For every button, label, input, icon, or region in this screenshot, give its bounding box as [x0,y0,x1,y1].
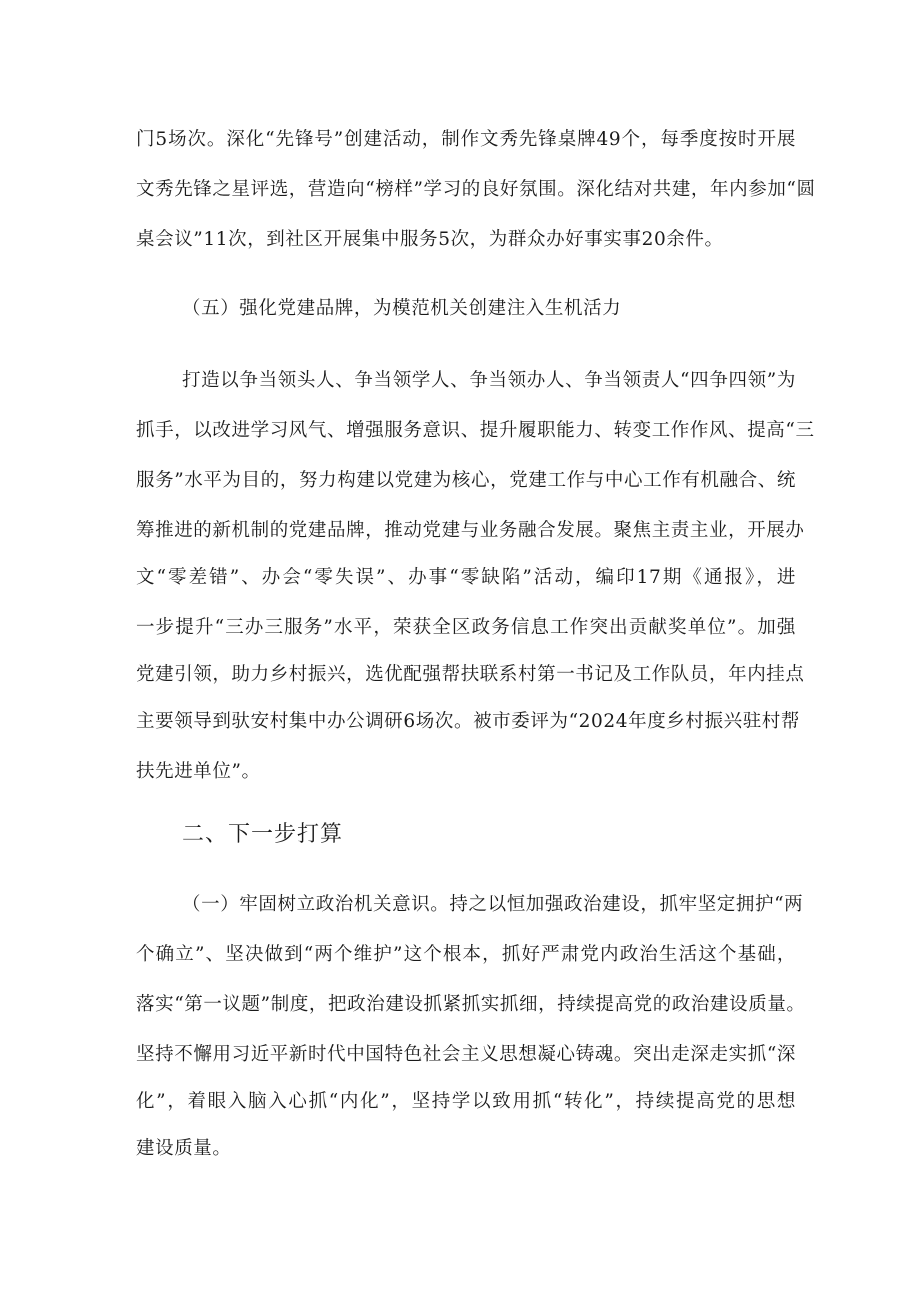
paragraph-3-line-1: （一）牢固树立政治机关意识。持之以恒加强政治建设，抓牢坚定拥护“两 [182,894,804,915]
paragraph-2-line-2: 抓手，以改进学习风气、增强服务意识、提升履职能力、转变工作作风、提高“三 [136,420,815,441]
paragraph-2-line-3: 服务”水平为目的，努力构建以党建为核心，党建工作与中心工作有机融合、统 [136,470,796,491]
paragraph-3-line-2: 个确立”、坚决做到“两个维护”这个根本，抓好严肃党内政治生活这个基础， [136,944,796,965]
paragraph-2-line-8: 主要领导到驮安村集中办公调研6场次。被市委评为“2024年度乡村振兴驻村帮 [136,711,801,732]
paragraph-1-line-1: 门5场次。深化“先锋号”创建活动，制作文秀先锋桌牌49个，每季度按时开展 [136,129,796,150]
paragraph-2-line-9: 扶先进单位”。 [136,761,261,782]
section-two-heading: 二、下一步打算 [182,822,344,847]
paragraph-2-line-5: 文“零差错”、办会“零失误”、办事“零缺陷”活动，编印17期《通报》，进 [136,567,796,588]
paragraph-2-line-1: 打造以争当领头人、争当领学人、争当领办人、争当领责人“四争四领”为 [182,370,796,391]
paragraph-3-line-3: 落实“第一议题”制度，把政治建设抓紧抓实抓细，持续提高党的政治建设质量。 [136,994,806,1015]
section-5-heading: （五）强化党建品牌，为模范机关创建注入生机活力 [182,298,622,319]
paragraph-1-line-3: 桌会议”11次，到社区开展集中服务5次，为群众办好事实事20余件。 [136,229,724,250]
paragraph-2-line-6: 一步提升“三办三服务”水平，荣获全区政务信息工作突出贡献奖单位”。加强 [136,617,796,638]
paragraph-1-line-2: 文秀先锋之星评选，营造向“榜样”学习的良好氛围。深化结对共建，年内参加“圆 [136,179,816,200]
paragraph-2-line-7: 党建引领，助力乡村振兴，选优配强帮扶联系村第一书记及工作队员，年内挂点 [136,664,805,685]
paragraph-3-line-4: 坚持不懈用习近平新时代中国特色社会主义思想凝心铸魂。突出走深走实抓“深 [136,1044,796,1065]
paragraph-3-line-5: 化”，着眼入脑入心抓“内化”，坚持学以致用抓“转化”，持续提高党的思想 [136,1091,796,1112]
paragraph-2-line-4: 筹推进的新机制的党建品牌，推动党建与业务融合发展。聚焦主责主业，开展办 [136,520,805,541]
paragraph-3-line-6: 建设质量。 [136,1138,232,1159]
